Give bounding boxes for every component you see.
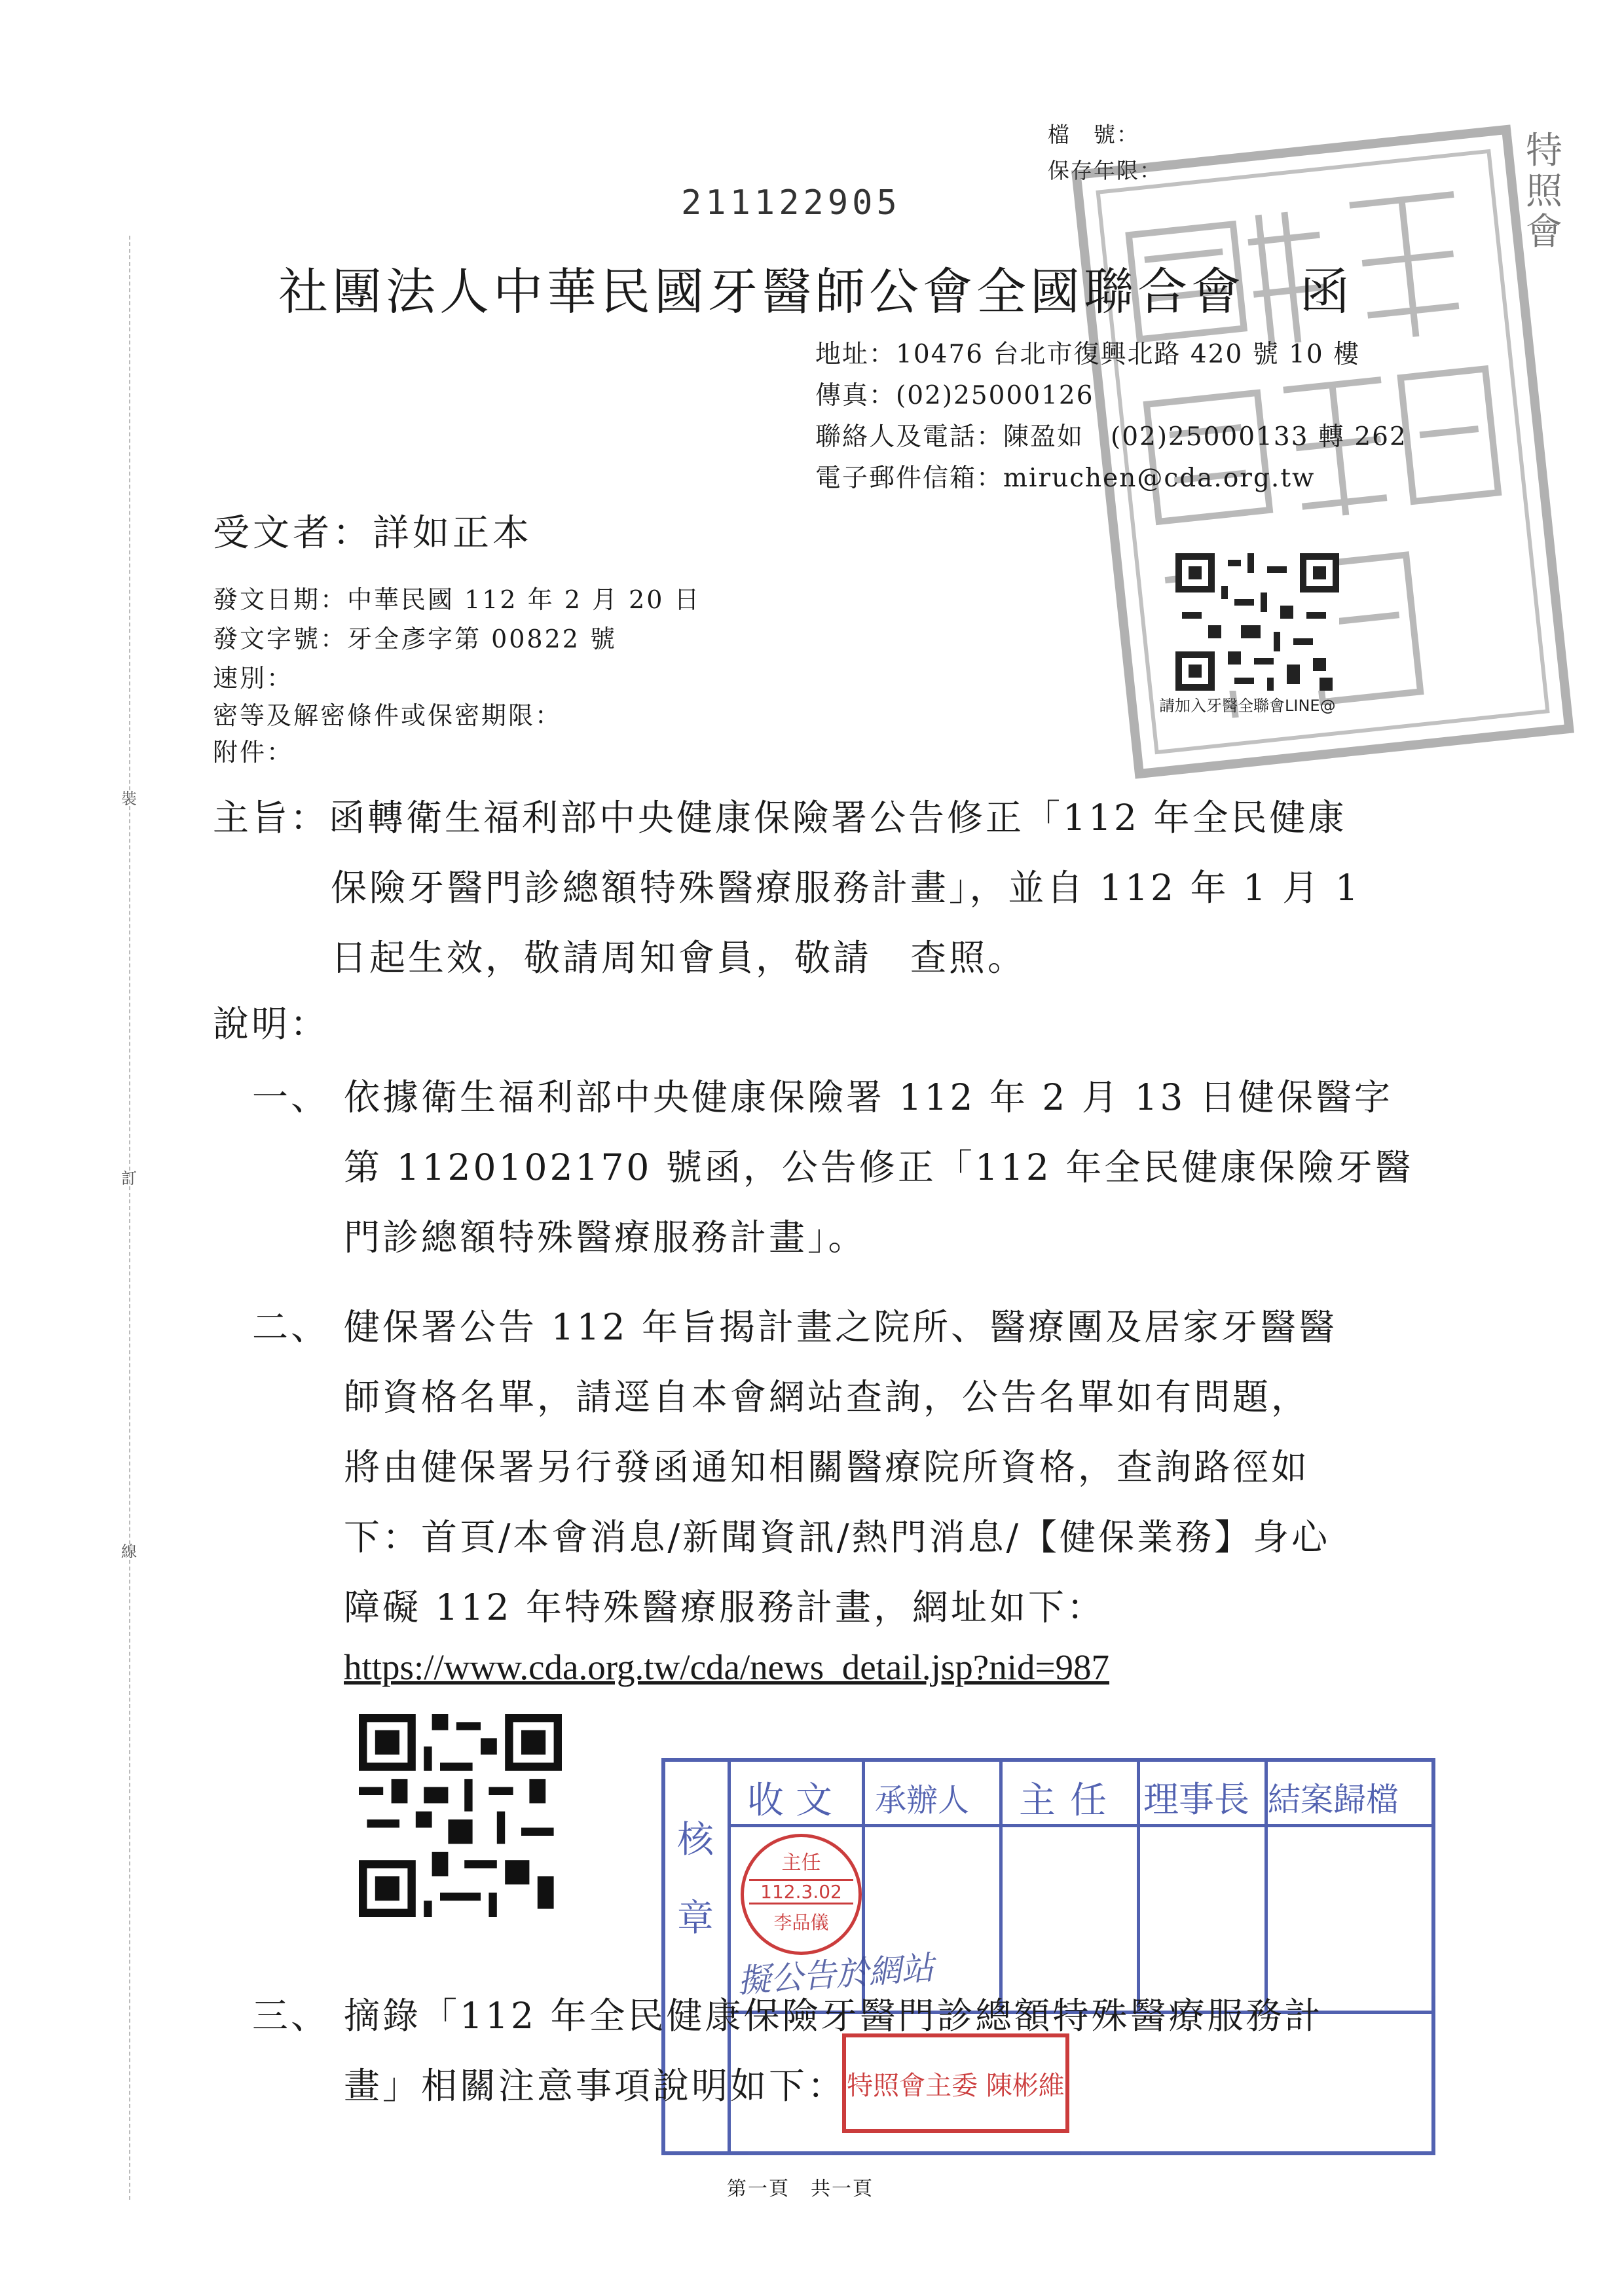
approval-seal xyxy=(741,1834,862,1955)
subject-line-1: 主旨：函轉衛生福利部中央健康保險署公告修正「112 年全民健康 xyxy=(213,797,1347,839)
recipient: 受文者：詳如正本 xyxy=(213,512,532,555)
subject-line-3: 日起生效，敬請周知會員，敬請 查照。 xyxy=(331,937,1027,979)
item-two-line-2: 師資格名單，請逕自本會網站查詢，公告名單如有問題， xyxy=(344,1376,1310,1418)
issue-date: 發文日期：中華民國 112 年 2 月 20 日 xyxy=(213,585,701,614)
retention-label: 保存年限： xyxy=(1048,158,1162,183)
issue-ref: 發文字號：牙全彥字第 00822 號 xyxy=(213,625,618,653)
receipt-col-3 xyxy=(1137,1762,1140,2011)
item-two-line-3: 將由健保署另行發函通知相關醫療院所資格，查詢路徑如 xyxy=(344,1446,1310,1488)
item-two-line-5: 障礙 112 年特殊醫療服務計畫，網址如下： xyxy=(344,1586,1105,1628)
news-url-qr-code xyxy=(359,1714,562,1917)
line-qr-code xyxy=(1175,553,1339,691)
item-one-line-3: 門診總額特殊醫療服務計畫」。 xyxy=(344,1216,867,1258)
speed: 速別： xyxy=(213,664,294,693)
committee-chair-seal xyxy=(842,2033,1069,2133)
item-one-line-1: 依據衛生福利部中央健康保險署 112 年 2 月 13 日健保醫字 xyxy=(344,1076,1393,1118)
receipt-row-label: 核章 xyxy=(677,1819,714,1940)
item-two-line-4: 下：首頁/本會消息/新聞資訊/熱門消息/【健保業務】身心 xyxy=(344,1516,1331,1558)
contact-email: 電子郵件信箱：miruchen@cda.org.tw xyxy=(815,464,1316,493)
archive-no-label: 檔 號： xyxy=(1048,122,1139,147)
committee-chair-seal-text: 特照會主委 陳彬維 xyxy=(847,2070,1065,2101)
binding-line xyxy=(129,236,130,2200)
subject-line-2: 保險牙醫門診總額特殊醫療服務計畫」，並自 112 年 1 月 1 xyxy=(331,867,1361,909)
contact-address: 地址：10476 台北市復興北路 420 號 10 樓 xyxy=(815,340,1361,369)
contact-fax: 傳真：(02)25000126 xyxy=(815,381,1094,410)
explanation-label: 說明： xyxy=(213,1003,329,1045)
item-two-number: 二、 xyxy=(252,1306,330,1348)
contact-person: 聯絡人及電話：陳盈如 (02)25000133 轉 262 xyxy=(815,422,1407,452)
item-one-line-2: 第 1120102170 號函，公告修正「112 年全民健康保險牙醫 xyxy=(344,1146,1414,1188)
org-title: 社團法人中華民國牙醫師公會全國聯合會 xyxy=(278,263,1245,321)
item-one-number: 一、 xyxy=(252,1076,330,1118)
stamp-side-text: 特照會 xyxy=(1526,130,1562,253)
attachment: 附件： xyxy=(213,738,294,767)
seal-name: 李品儀 xyxy=(773,1912,829,1933)
receipt-header-2: 承辦人 xyxy=(875,1782,970,1819)
receipt-header-3: 主任 xyxy=(1019,1779,1121,1822)
item-three-line-2: 畫」相關注意事項說明如下： xyxy=(344,2065,847,2107)
page-footer: 第一頁 共一頁 xyxy=(727,2178,874,2200)
seal-date: 112.3.02 xyxy=(749,1879,853,1904)
binding-mark-2: 訂 xyxy=(121,1169,137,1188)
receipt-col-2 xyxy=(999,1762,1003,2011)
receipt-header-1: 收文 xyxy=(747,1779,844,1822)
secret-level: 密等及解密條件或保密期限： xyxy=(213,701,563,730)
receipt-header-5: 結案歸檔 xyxy=(1268,1781,1399,1819)
doc-type: 函 xyxy=(1300,263,1350,321)
handwritten-note: 擬公告於網站 xyxy=(736,1948,935,2001)
item-two-line-1: 健保署公告 112 年旨揭計畫之院所、醫療團及居家牙醫醫 xyxy=(344,1306,1337,1348)
binding-mark-3: 線 xyxy=(121,1542,137,1561)
binding-mark-1: 裝 xyxy=(121,790,137,808)
item-two-url-link[interactable]: https://www.cda.org.tw/cda/news_detail.jsp?nid=987 xyxy=(344,1647,1110,1687)
item-three-line-1: 摘錄「112 年全民健康保險牙醫門診總額特殊醫療服務計 xyxy=(344,1995,1323,2037)
item-three-number: 三、 xyxy=(252,1995,330,2037)
seal-title: 主任 xyxy=(781,1851,821,1874)
receipt-header-4: 理事長 xyxy=(1143,1779,1249,1820)
qr-caption: 請加入牙醫全聯會LINE@ xyxy=(1159,697,1336,715)
serial-number: 211122905 xyxy=(681,183,901,223)
